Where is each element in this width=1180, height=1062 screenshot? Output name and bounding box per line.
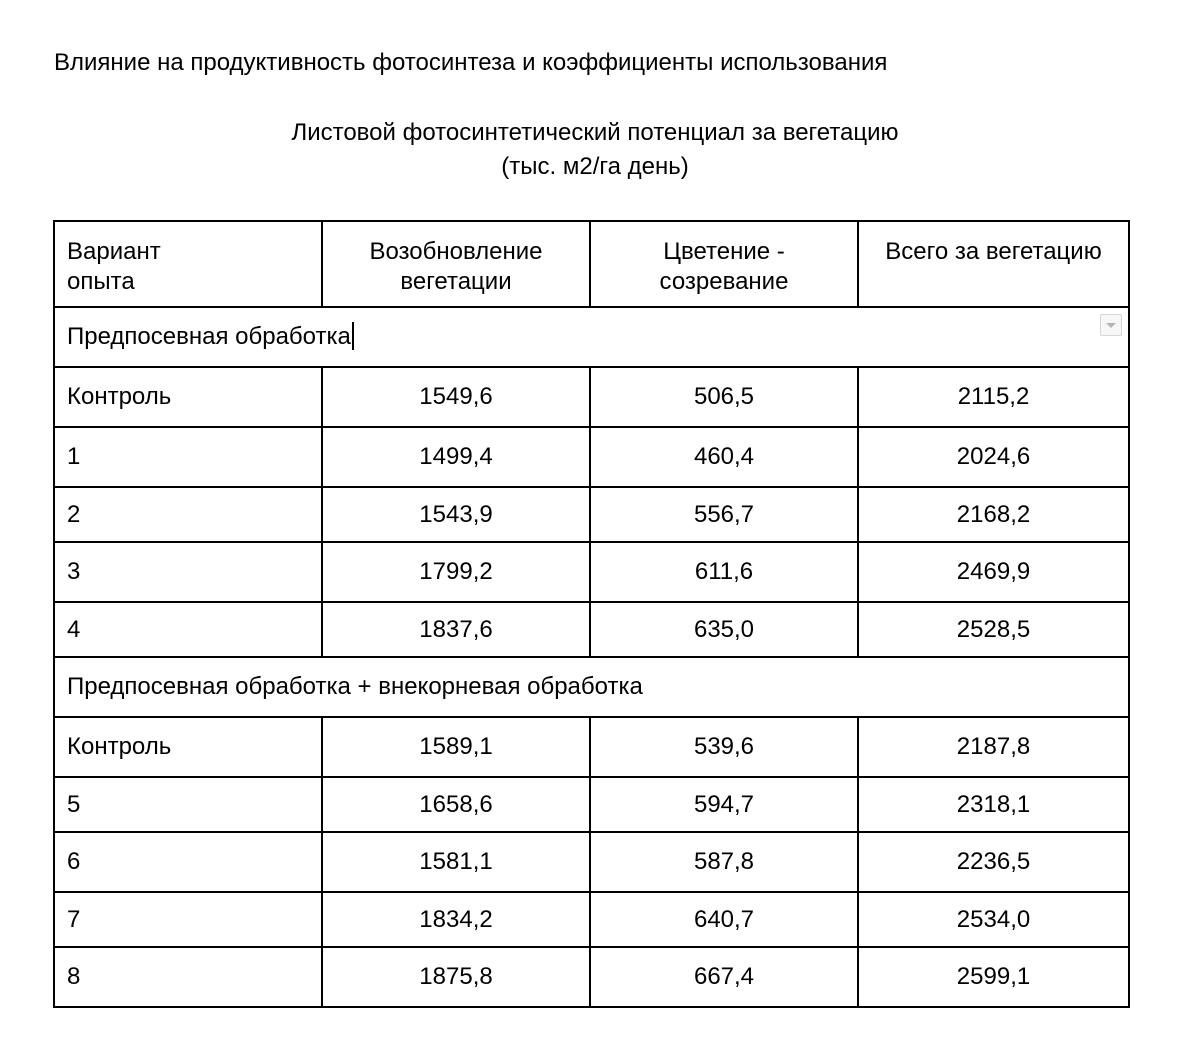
cell-variant[interactable]: Контроль <box>54 717 322 777</box>
table-caption-units: (тыс. м2/га день) <box>501 153 689 180</box>
cell-renewal[interactable]: 1875,8 <box>322 947 590 1007</box>
section-title-combined[interactable]: Предпосевная обработка + внекорневая обработка <box>54 657 1129 717</box>
cell-variant[interactable]: 4 <box>54 602 322 657</box>
table-row <box>54 892 1129 947</box>
table-caption-title: Листовой фотосинтетический потенциал за вегетацию <box>291 119 899 146</box>
header-renewal[interactable]: Возобновление вегетации <box>322 221 590 307</box>
cell-renewal[interactable]: 1543,9 <box>322 487 590 542</box>
cell-flowering[interactable]: 594,7 <box>590 777 858 832</box>
table-row <box>54 717 1129 777</box>
header-flowering[interactable]: Цветение - созревание <box>590 221 858 307</box>
cell-variant[interactable]: 3 <box>54 542 322 602</box>
cell-total[interactable]: 2024,6 <box>858 427 1129 487</box>
cell-flowering[interactable]: 635,0 <box>590 602 858 657</box>
cell-total[interactable]: 2528,5 <box>858 602 1129 657</box>
cell-renewal[interactable]: 1549,6 <box>322 367 590 427</box>
cell-variant[interactable]: 2 <box>54 487 322 542</box>
table-row <box>54 367 1129 427</box>
table-row <box>54 832 1129 892</box>
header-variant[interactable]: Вариант опыта <box>54 221 322 307</box>
cell-flowering[interactable]: 667,4 <box>590 947 858 1007</box>
cell-total[interactable]: 2599,1 <box>858 947 1129 1007</box>
section-title-presowing[interactable]: Предпосевная обработка <box>54 307 1129 367</box>
cell-flowering[interactable]: 556,7 <box>590 487 858 542</box>
cell-variant[interactable]: Контроль <box>54 367 322 427</box>
cell-total[interactable]: 2187,8 <box>858 717 1129 777</box>
cell-variant[interactable]: 5 <box>54 777 322 832</box>
cell-renewal[interactable]: 1589,1 <box>322 717 590 777</box>
cell-variant[interactable]: 7 <box>54 892 322 947</box>
data-table[interactable] <box>53 220 1130 1008</box>
cell-total[interactable]: 2469,9 <box>858 542 1129 602</box>
table-row <box>54 947 1129 1007</box>
cell-renewal[interactable]: 1581,1 <box>322 832 590 892</box>
text-cursor <box>352 322 354 350</box>
cell-flowering[interactable]: 640,7 <box>590 892 858 947</box>
table-header-row <box>54 221 1129 307</box>
cell-total[interactable]: 2236,5 <box>858 832 1129 892</box>
cell-total[interactable]: 2534,0 <box>858 892 1129 947</box>
section-row-combined <box>54 657 1129 717</box>
chevron-down-icon[interactable] <box>1100 314 1122 336</box>
cell-renewal[interactable]: 1658,6 <box>322 777 590 832</box>
cell-variant[interactable]: 8 <box>54 947 322 1007</box>
table-row <box>54 542 1129 602</box>
table-row <box>54 427 1129 487</box>
section-row-presowing <box>54 307 1129 367</box>
cell-variant[interactable]: 6 <box>54 832 322 892</box>
section2-rows <box>54 717 1129 1007</box>
table-row <box>54 487 1129 542</box>
cell-renewal[interactable]: 1799,2 <box>322 542 590 602</box>
section1-rows <box>54 367 1129 657</box>
cell-renewal[interactable]: 1499,4 <box>322 427 590 487</box>
cell-flowering[interactable]: 587,8 <box>590 832 858 892</box>
cell-total[interactable]: 2318,1 <box>858 777 1129 832</box>
cell-flowering[interactable]: 506,5 <box>590 367 858 427</box>
cell-total[interactable]: 2168,2 <box>858 487 1129 542</box>
cell-total[interactable]: 2115,2 <box>858 367 1129 427</box>
cell-variant[interactable]: 1 <box>54 427 322 487</box>
table-caption <box>54 116 1136 184</box>
document-heading: Влияние на продуктивность фотосинтеза и коэффициенты использования <box>54 49 888 76</box>
cell-renewal[interactable]: 1837,6 <box>322 602 590 657</box>
table-row <box>54 602 1129 657</box>
header-total[interactable]: Всего за вегетацию <box>858 221 1129 307</box>
cell-renewal[interactable]: 1834,2 <box>322 892 590 947</box>
table-row <box>54 777 1129 832</box>
cell-flowering[interactable]: 539,6 <box>590 717 858 777</box>
cell-flowering[interactable]: 611,6 <box>590 542 858 602</box>
cell-flowering[interactable]: 460,4 <box>590 427 858 487</box>
